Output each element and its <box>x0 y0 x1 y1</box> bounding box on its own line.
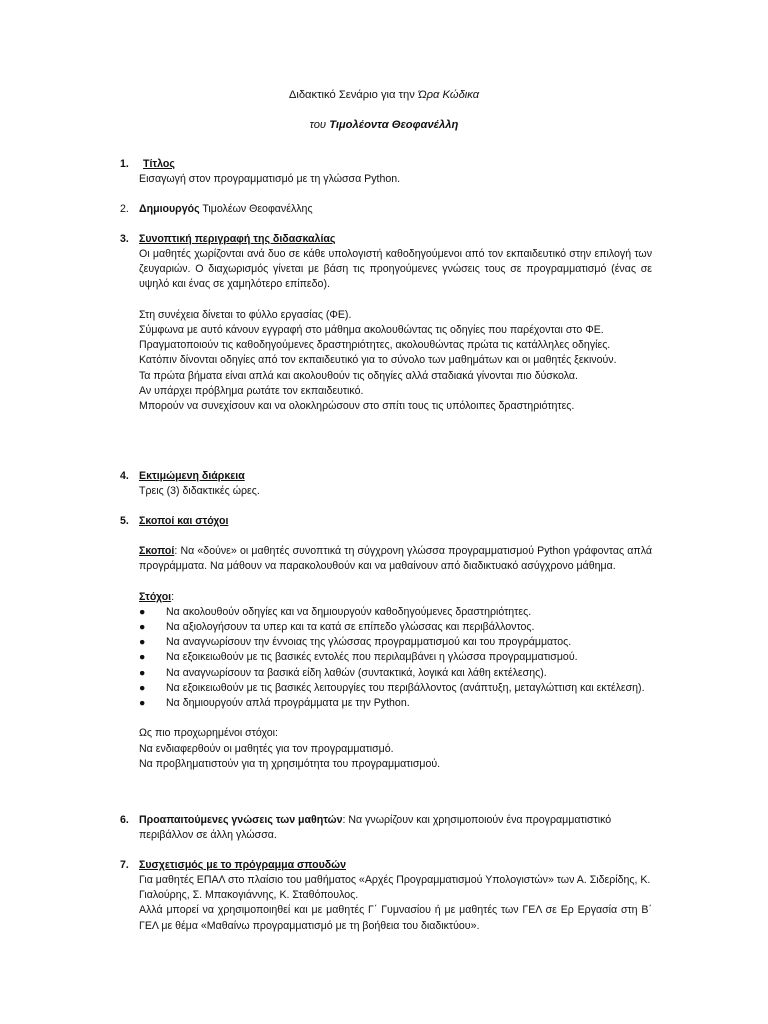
goal-text: Να αξιολογήσουν τα υπερ και τα κατά σε επίπεδο γλώσσας και περιβάλλοντος. <box>166 621 535 633</box>
bullet-icon: ● <box>139 636 146 649</box>
paragraph: Κατόπιν δίνονται οδηγίες από τον εκπαιδευτικό για το σύνολο των μαθημάτων και οι μαθητές ξεκινούν. <box>139 354 617 367</box>
paragraph: Να προβληματιστούν για τη χρησιμότητα του προγραμματισμού. <box>139 757 441 770</box>
section-heading: Τίτλος <box>143 158 175 170</box>
section-body <box>139 873 652 934</box>
bullet-icon: ● <box>139 666 146 679</box>
creator-name: Τιμολέων Θεοφανέλλης <box>199 203 313 215</box>
goals-label: Στόχοι <box>139 590 172 603</box>
aims-paragraph <box>139 544 652 574</box>
paragraph: Οι μαθητές χωρίζονται ανά δυο σε κάθε υπολογιστή καθοδηγούμενοι από τον εκπαιδευτικό στην επιλογή των ζευγαριών. Ο διαχωρισμός γίνεται με βάση τις προηγούμενες γνώσεις τους σε προγραμματισμό (ένας σε υψηλό και ένας σε χαμηλότερο επίπεδο). <box>139 248 652 291</box>
section-heading: Εκτιμώμενη διάρκεια <box>139 470 245 482</box>
goal-text: Να αναγνωρίσουν την έννοιας της γλώσσας προγραμματισμού και του προγράμματος. <box>166 636 572 649</box>
section-text: Τρεις (3) διδακτικές ώρες. <box>139 485 260 497</box>
title-emphasis: Ώρα Κώδικα <box>417 89 480 101</box>
bullet-icon: ● <box>139 681 146 694</box>
paragraph: Στη συνέχεια δίνεται το φύλλο εργασίας (ΦΕ). <box>139 308 352 321</box>
section-body <box>139 247 652 414</box>
list-item <box>139 696 652 711</box>
list-item <box>139 666 652 681</box>
bullet-icon: ● <box>139 605 146 618</box>
goal-text: Να εξοικειωθούν με τις βασικές λειτουργίες του περιβάλλοντος (ανάπτυξη, μεταγλώττιση και εκτέλεση). <box>166 681 645 694</box>
author-name: Τιμολέοντα Θεοφανέλλη <box>329 119 459 131</box>
section-heading: Συσχετισμός με το πρόγραμμα σπουδών <box>139 859 346 871</box>
goals-heading <box>139 590 652 605</box>
section-body <box>139 813 652 843</box>
paragraph: Αν υπάρχει πρόβλημα ρωτάτε τον εκπαιδευτικό. <box>139 384 364 397</box>
section-number: 1. <box>120 158 129 170</box>
section-number: 2. <box>120 203 129 215</box>
bullet-icon: ● <box>139 621 146 633</box>
paragraph: Τα πρώτα βήματα είναι απλά και ακολουθούν τις οδηγίες αλλά σταδιακά γίνονται πιο δύσκολα. <box>139 369 578 382</box>
goal-text: Να αναγνωρίσουν τα βασικά είδη λαθών (συντακτικά, λογικά και λάθη εκτέλεσης). <box>166 666 547 679</box>
document-author <box>0 118 768 133</box>
bullet-icon: ● <box>139 651 146 664</box>
list-item <box>139 650 652 665</box>
paragraph: Για μαθητές ΕΠΑΛ στο πλαίσιο του μαθήματος «Αρχές Προγραμματισμού Υπολογιστών» των Α. Σιδερίδης, Κ. Γιαλούρης, Σ. Μπακογιάννης, Κ. Σταθόπουλος. <box>139 874 651 902</box>
list-item <box>139 681 652 696</box>
author-prefix: του <box>309 119 330 131</box>
section-heading: Προαπαιτούμενες γνώσεις των μαθητών <box>139 814 343 826</box>
paragraph: Σύμφωνα με αυτό κάνουν εγγραφή στο μάθημα ακολουθώντας τις οδηγίες που παρέχονται στο ΦΕ. <box>139 324 604 336</box>
section-heading: Δημιουργός <box>139 203 200 215</box>
paragraph: Αλλά μπορεί να χρησιμοποιηθεί και με μαθητές Γ΄ Γυμνασίου ή με μαθητές των ΓΕΛ σε Ερ Εργασία στη Β΄ ΓΕΛ με θέμα «Μαθαίνω προγραμματισμό με τη βοήθεια του διαδικτύου». <box>139 904 652 932</box>
paragraph: Να ενδιαφερθούν οι μαθητές για τον προγραμματισμό. <box>139 742 394 755</box>
paragraph: Μπορούν να συνεχίσουν και να ολοκληρώσουν στο σπίτι τους τις υπόλοιπες δραστηριότητες. <box>139 400 575 413</box>
section-number: 7. <box>120 859 129 871</box>
goal-text: Να εξοικειωθούν με τις βασικές εντολές που περιλαμβάνει η γλώσσα προγραμματισμού. <box>166 651 578 664</box>
section-heading: Συνοπτική περιγραφή της διδασκαλίας <box>139 233 336 245</box>
goals-list <box>139 605 652 711</box>
aims-label: Σκοποί <box>139 545 175 557</box>
list-item <box>139 605 652 620</box>
section-number: 6. <box>120 814 129 826</box>
goal-text: Να δημιουργούν απλά προγράμματα με την Python. <box>166 697 410 710</box>
document-title <box>0 88 768 103</box>
section-number: 3. <box>120 233 129 245</box>
list-item <box>139 635 652 650</box>
title-prefix: Διδακτικό Σενάριο για την <box>288 89 418 101</box>
goals-colon: : <box>171 590 175 603</box>
bullet-icon: ● <box>139 697 146 710</box>
section-body <box>139 544 652 772</box>
section-heading: Σκοποί και στόχοι <box>139 515 229 527</box>
goal-text: Να ακολουθούν οδηγίες και να δημιουργούν καθοδηγούμενες δραστηριότητες. <box>166 605 532 618</box>
aims-text: : Να «δούνε» οι μαθητές συνοπτικά τη σύγχρονη γλώσσα προγραμματισμού Python γράφοντας απλά προγράμματα. Να μάθουν να παρακολουθούν και να μαθαίνουν από διαδικτυακό ασύγχρονο μάθημα. <box>139 545 652 573</box>
advanced-goals-label: Ως πιο προχωρημένοι στόχοι: <box>139 727 278 740</box>
section-number: 4. <box>120 470 129 482</box>
paragraph: Πραγματοποιούν τις καθοδηγούμενες δραστηριότητες, ακολουθώντας πρώτα τις κατάλληλες οδηγίες. <box>139 339 611 352</box>
section-text: : Να γνωρίζουν και χρησιμοποιούν ένα προγραμματιστικό περιβάλλον σε άλλη γλώσσα. <box>139 814 612 842</box>
section-text: Εισαγωγή στον προγραμματισμό με τη γλώσσα Python. <box>139 173 401 185</box>
list-item <box>139 620 652 635</box>
section-number: 5. <box>120 515 129 527</box>
